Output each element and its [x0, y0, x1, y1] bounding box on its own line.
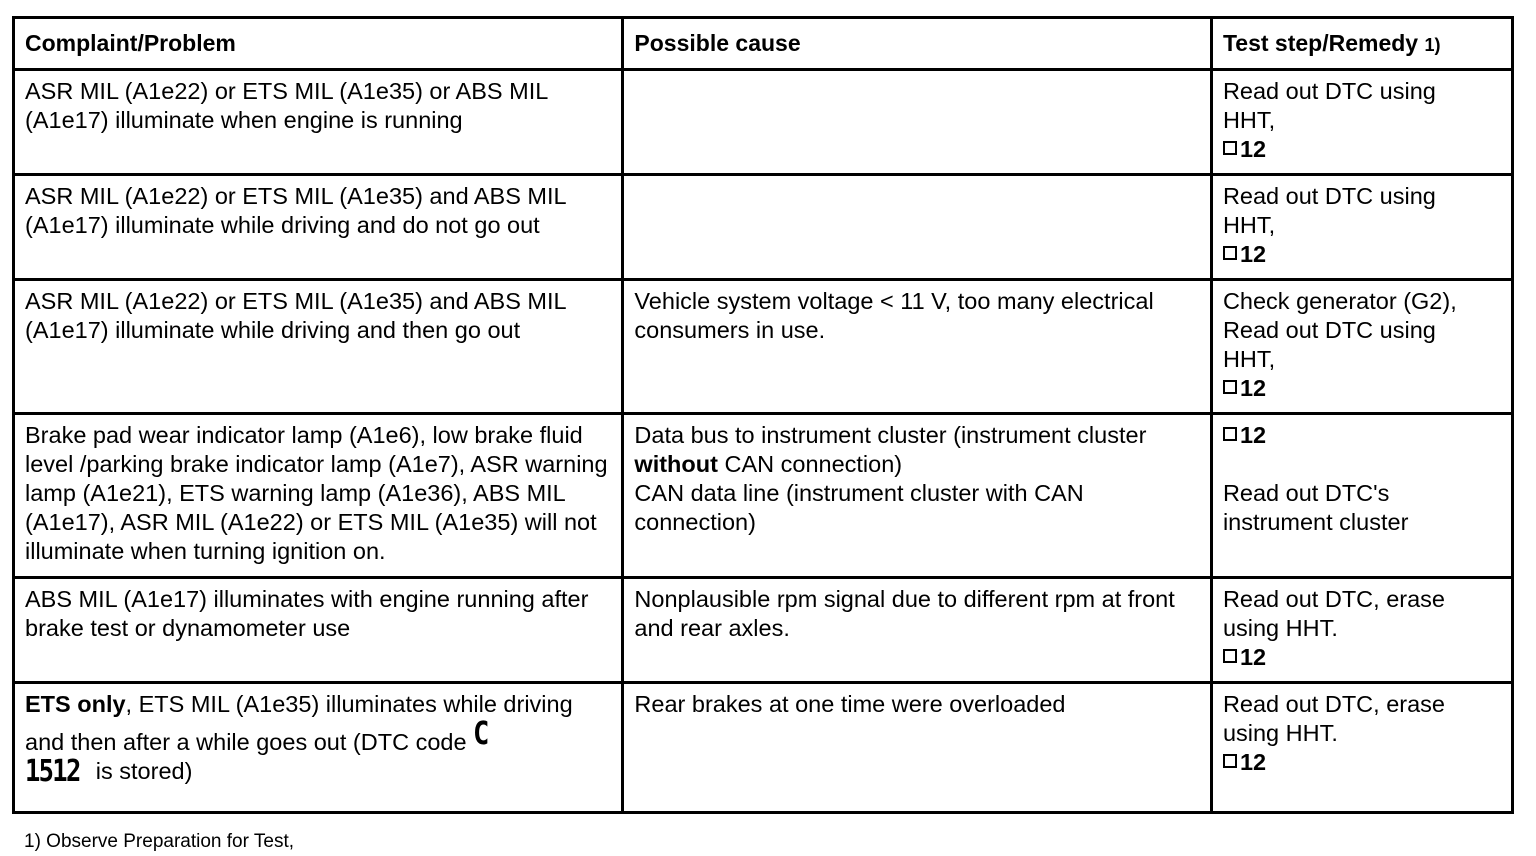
remedy-cell [1211, 578, 1512, 683]
remedy-cell [1211, 280, 1512, 414]
remedy-line: HHT, [1222, 212, 1276, 238]
reference-link[interactable] [1223, 748, 1266, 777]
reference-number: 12 [1239, 375, 1267, 401]
remedy-line: Read out DTC using [1222, 78, 1436, 104]
remedy-cell [1211, 175, 1512, 280]
cause-cell: Nonplausible rpm signal due to different rpm at front and rear axles. [623, 578, 1212, 683]
header-remedy-label: Test step/Remedy [1222, 30, 1419, 56]
complaint-cell: ABS MIL (A1e17) illuminates with engine running after brake test or dynamometer use [14, 578, 623, 683]
reference-number: 12 [1239, 749, 1267, 775]
header-remedy [1211, 18, 1512, 70]
header-complaint: Complaint/Problem [14, 18, 623, 70]
reference-link[interactable] [1223, 135, 1266, 164]
complaint-text: is stored) [95, 758, 193, 784]
reference-box-icon [1223, 141, 1237, 155]
complaint-cell [14, 683, 623, 813]
remedy-line: Read out DTC using [1222, 183, 1436, 209]
remedy-line: Read out DTC, erase [1222, 691, 1445, 717]
footnote: 1) Observe Preparation for Test, [24, 831, 294, 852]
reference-box-icon [1223, 754, 1237, 768]
remedy-cell [1211, 683, 1512, 813]
remedy-line: HHT, [1222, 346, 1276, 372]
cause-cell [623, 175, 1212, 280]
table-row [14, 578, 1513, 683]
remedy-line: HHT, [1222, 107, 1276, 133]
remedy-line: Read out DTC, erase [1222, 586, 1445, 612]
dtc-code-number: 1512 [25, 754, 80, 789]
cause-text: CAN connection) [724, 451, 903, 477]
table-row [14, 414, 1513, 578]
reference-link[interactable] [1223, 643, 1266, 672]
cause-text: Data bus to instrument cluster (instrument cluster [634, 422, 1147, 448]
table-row [14, 70, 1513, 175]
reference-number: 12 [1239, 241, 1267, 267]
reference-number: 12 [1239, 422, 1267, 448]
reference-box-icon [1223, 649, 1237, 663]
reference-box-icon [1223, 380, 1237, 394]
remedy-line: instrument cluster [1222, 509, 1409, 535]
complaint-cell: ASR MIL (A1e22) or ETS MIL (A1e35) and ABS MIL (A1e17) illuminate while driving and then go out [14, 280, 623, 414]
cause-cell [623, 70, 1212, 175]
cause-cell: Vehicle system voltage < 11 V, too many electrical consumers in use. [623, 280, 1212, 414]
spacer [1223, 450, 1501, 479]
remedy-cell [1211, 70, 1512, 175]
remedy-line: using HHT. [1222, 720, 1338, 746]
remedy-line: Read out DTC using [1222, 317, 1436, 343]
dtc-code-letter: C [472, 714, 488, 752]
header-remedy-footnote-mark: 1) [1424, 35, 1441, 55]
cause-cell: Rear brakes at one time were overloaded [623, 683, 1212, 813]
reference-link[interactable] [1223, 240, 1266, 269]
complaint-cell: Brake pad wear indicator lamp (A1e6), low brake fluid level /parking brake indicator lamp (A1e7), ASR warning lamp (A1e21), ETS warning lamp (A1e36), ABS MIL (A1e17), ASR MIL (A1e22) or ETS MIL (A1e35) will not illuminate when turning ignition on. [14, 414, 623, 578]
cause-cell [623, 414, 1212, 578]
header-cause: Possible cause [623, 18, 1212, 70]
reference-number: 12 [1239, 136, 1267, 162]
complaint-cell: ASR MIL (A1e22) or ETS MIL (A1e35) and ABS MIL (A1e17) illuminate while driving and do not go out [14, 175, 623, 280]
reference-link[interactable] [1223, 374, 1266, 403]
complaint-text: , ETS MIL (A1e35) illuminates while driving and then after a while goes out (DTC code [25, 691, 573, 755]
table-header-row [14, 18, 1513, 70]
table-row [14, 175, 1513, 280]
table-row [14, 683, 1513, 813]
reference-box-icon [1223, 246, 1237, 260]
cause-text: CAN data line (instrument cluster with CAN connection) [634, 480, 1084, 535]
remedy-line: using HHT. [1222, 615, 1338, 641]
table-row [14, 280, 1513, 414]
diagnosis-table [12, 16, 1514, 814]
complaint-emphasis: ETS only [25, 691, 126, 717]
complaint-cell: ASR MIL (A1e22) or ETS MIL (A1e35) or ABS MIL (A1e17) illuminate when engine is running [14, 70, 623, 175]
cause-emphasis: without [634, 451, 718, 477]
remedy-cell [1211, 414, 1512, 578]
reference-link[interactable] [1223, 421, 1266, 450]
reference-box-icon [1223, 427, 1237, 441]
remedy-line: Read out DTC's [1222, 480, 1390, 506]
reference-number: 12 [1239, 644, 1267, 670]
remedy-line: Check generator (G2), [1222, 288, 1457, 314]
